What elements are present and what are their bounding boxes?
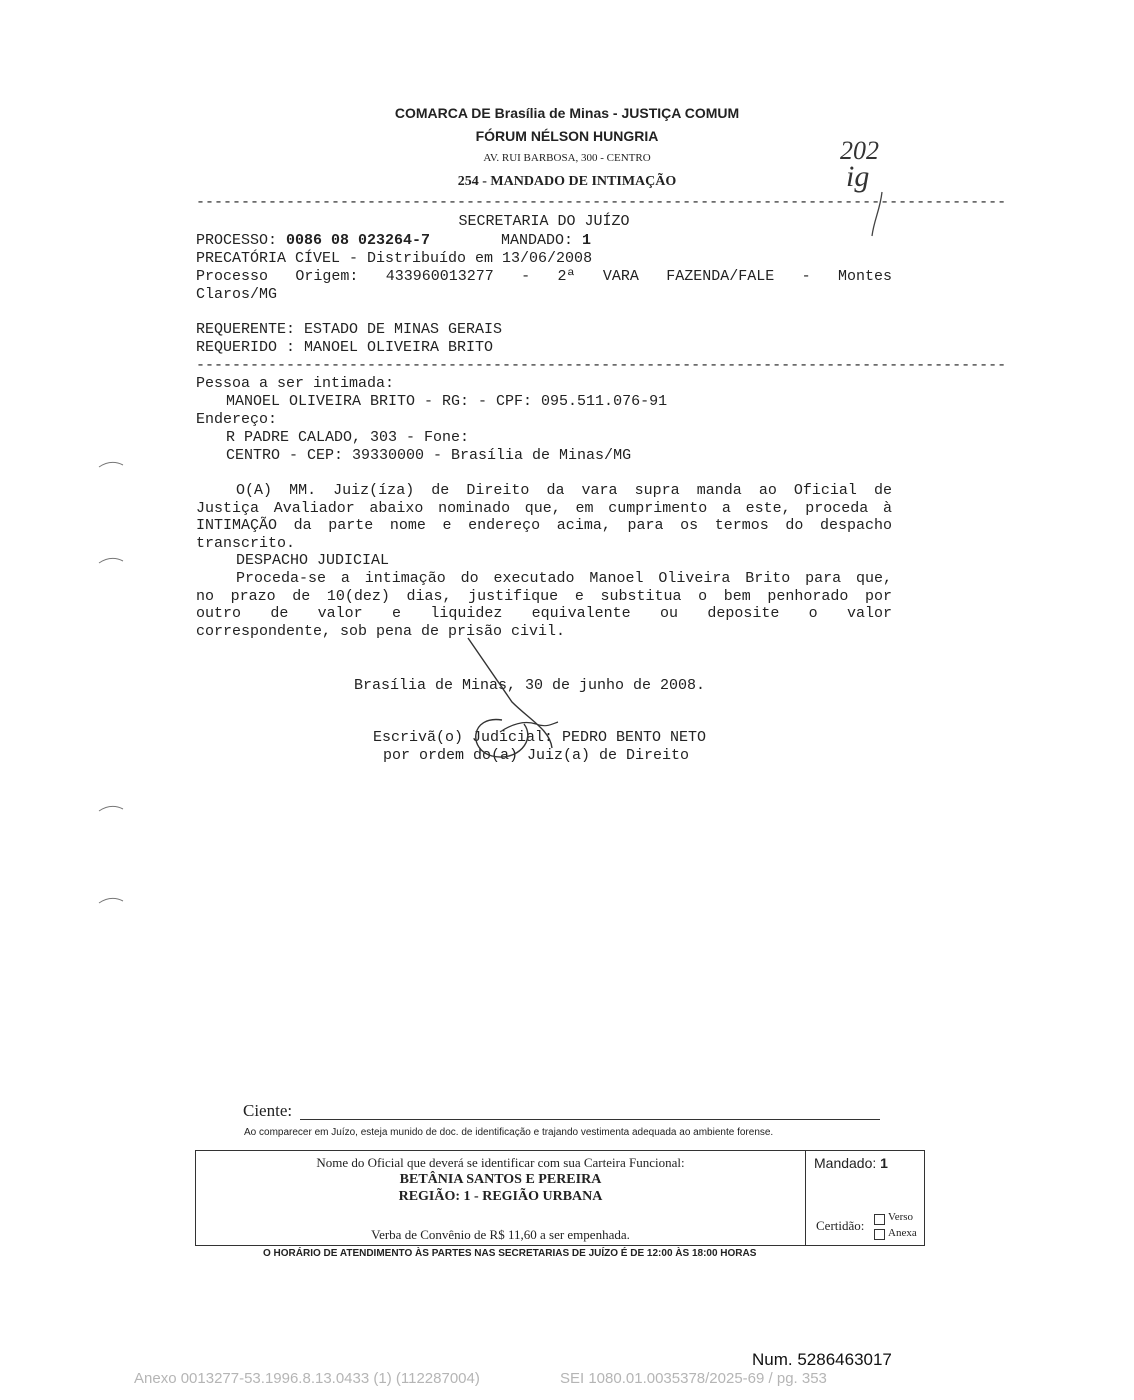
- forum-title: FÓRUM NÉLSON HUNGRIA: [475, 128, 659, 144]
- oficial-label: Nome do Oficial que deverá se identificar com sua Carteira Funcional:: [316, 1155, 685, 1170]
- mandado-number: 1: [582, 232, 592, 249]
- anexa-label: Anexa: [888, 1227, 917, 1239]
- box-mandado-value: 1: [880, 1155, 888, 1171]
- anexo-reference: Anexo 0013277-53.1996.8.13.0433 (1) (112287004): [134, 1370, 480, 1387]
- origem-line-1: Processo Origem: 433960013277 - 2ª VARA FAZENDA/FALE - Montes: [196, 268, 892, 285]
- oficial-box-divider: [805, 1150, 806, 1246]
- endereco-label: Endereço:: [196, 411, 278, 428]
- requerido-line: REQUERIDO : MANOEL OLIVEIRA BRITO: [196, 339, 494, 356]
- endereco-line-2: CENTRO - CEP: 39330000 - Brasília de Minas/MG: [226, 447, 632, 464]
- mandate-line-1: O(A) MM. Juiz(íza) de Direito da vara supra manda ao Oficial de: [236, 482, 892, 499]
- handwritten-page-number: 202: [840, 136, 879, 165]
- ciente-label: Ciente:: [243, 1101, 293, 1120]
- precatoria-line: PRECATÓRIA CÍVEL - Distribuído em 13/06/2008: [196, 250, 593, 267]
- secretaria-label: SECRETARIA DO JUÍZO: [458, 213, 630, 230]
- endereco-line-1: R PADRE CALADO, 303 - Fone:: [226, 429, 470, 446]
- ordem-line: por ordem do(a) Juiz(a) de Direito: [383, 747, 690, 764]
- signature: [440, 620, 580, 780]
- box-mandado-label: Mandado:: [814, 1155, 877, 1171]
- horario-notice: O HORÁRIO DE ATENDIMENTO ÀS PARTES NAS SECRETARIAS DE JUÍZO É DE 12:00 ÀS 18:00 HORAS: [263, 1248, 757, 1259]
- forum-notice: Ao comparecer em Juízo, esteja munido de doc. de identificação e trajando vestimenta adequada ao ambiente forense.: [244, 1127, 774, 1138]
- verso-label: Verso: [888, 1211, 914, 1223]
- forum-address: AV. RUI BARBOSA, 300 - CENTRO: [483, 152, 651, 164]
- origem-line-2: Claros/MG: [196, 286, 278, 303]
- mandado-line: [501, 232, 591, 250]
- despacho-line-1: Proceda-se a intimação do executado Manoel Oliveira Brito para que,: [236, 570, 892, 587]
- divider-top: ------------------------------------------------------------------------------------------: [196, 194, 1007, 211]
- sei-reference: SEI 1080.01.0035378/2025-69 / pg. 353: [560, 1370, 827, 1387]
- mandate-line-2: Justiça Avaliador abaixo nominado que, em cumprimento a este, proceda à: [196, 500, 892, 517]
- processo-label: PROCESSO:: [196, 232, 287, 249]
- handwritten-initials: ig: [846, 160, 870, 193]
- document-type: 254 - MANDADO DE INTIMAÇÃO: [457, 174, 677, 189]
- certidao-label: Certidão:: [816, 1218, 865, 1233]
- ciente-signature-line: [300, 1119, 880, 1120]
- processo-number: 0086 08 023264-7: [286, 232, 431, 249]
- pessoa-label: Pessoa a ser intimada:: [196, 375, 395, 392]
- pessoa-value: MANOEL OLIVEIRA BRITO - RG: - CPF: 095.511.076-91: [226, 393, 668, 410]
- date-line: Brasília de Minas, 30 de junho de 2008.: [354, 677, 706, 694]
- binder-marks: [95, 455, 130, 915]
- oficial-name: BETÂNIA SANTOS E PEREIRA: [399, 1172, 602, 1187]
- mandate-line-3: INTIMAÇÃO da parte nome e endereço acima, para os termos do despacho: [196, 517, 892, 534]
- oficial-regiao: REGIÃO: 1 - REGIÃO URBANA: [398, 1189, 603, 1204]
- mandate-line-4: transcrito.: [196, 535, 296, 552]
- document-number: Num. 5286463017: [752, 1350, 892, 1369]
- escriva-line: Escrivã(o) Judicial: PEDRO BENTO NETO: [373, 729, 707, 746]
- despacho-line-2: no prazo de 10(dez) dias, justifique e substitua o bem penhorado por: [196, 588, 892, 605]
- box-mandado: [814, 1155, 888, 1171]
- requerente-line: REQUERENTE: ESTADO DE MINAS GERAIS: [196, 321, 503, 338]
- despacho-line-3: outro de valor e liquidez equivalente ou deposite o valor: [196, 605, 892, 622]
- processo-line: [196, 232, 430, 250]
- divider-middle: ------------------------------------------------------------------------------------------: [196, 357, 1007, 374]
- comarca-title: COMARCA DE Brasília de Minas - JUSTIÇA COMUM: [394, 105, 740, 121]
- despacho-line-4: correspondente, sob pena de prisão civil.: [196, 623, 566, 640]
- anexa-checkbox[interactable]: [874, 1229, 885, 1240]
- mandado-label: MANDADO:: [501, 232, 583, 249]
- despacho-title: DESPACHO JUDICIAL: [236, 552, 390, 569]
- verba-label: Verba de Convênio de R$ 11,60 a ser empenhada.: [371, 1227, 630, 1242]
- verso-checkbox[interactable]: [874, 1214, 885, 1225]
